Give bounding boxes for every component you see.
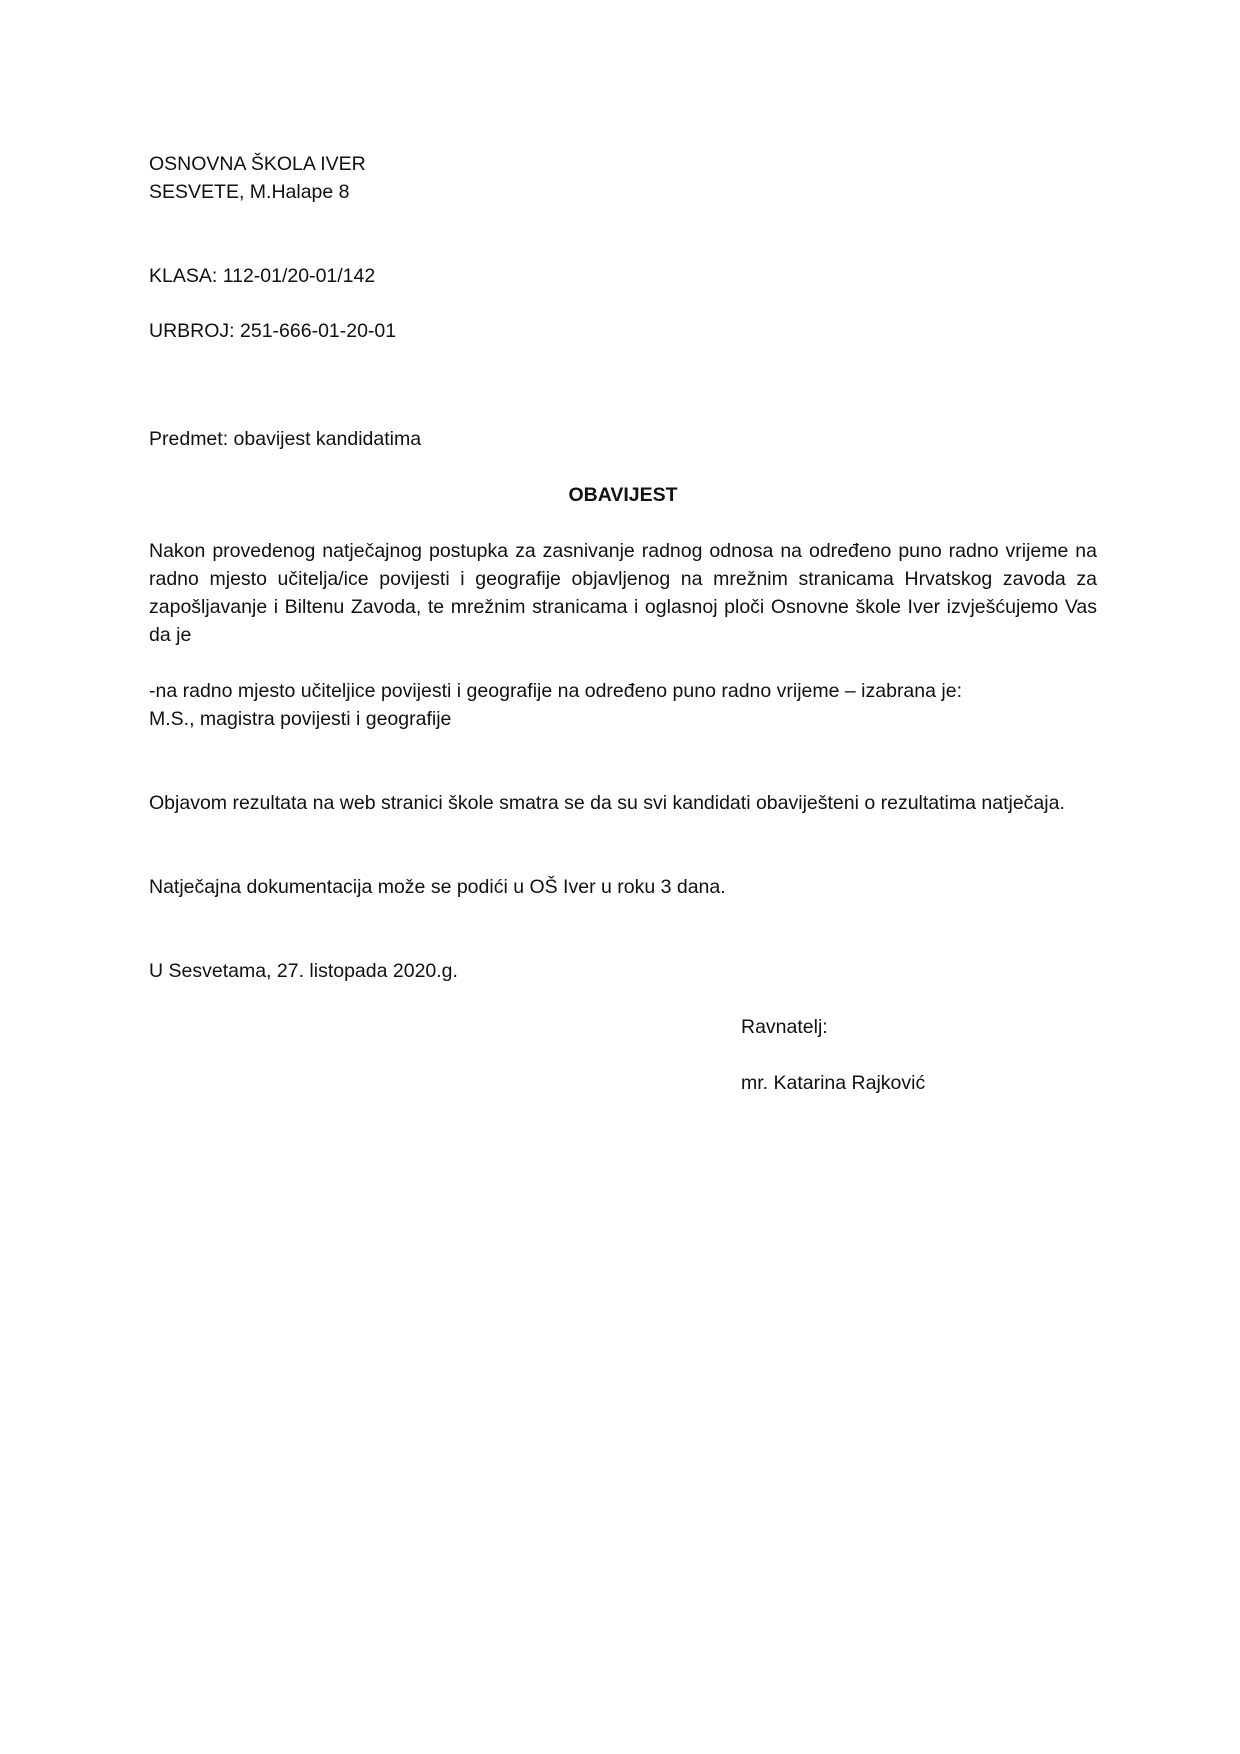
intro-paragraph: Nakon provedenog natječajnog postupka za zasnivanje radnog odnosa na određeno puno radno vrijeme na radno mjesto učitelja/ice povijesti i geografije objavljenog na mrežnim stranicama Hrvatskog zavoda za zapošljavanje i Biltenu Zavoda, te mrežnim stranicama i oglasnoj ploči Osnovne škole Iver izvješćujemo Vas da je [149,540,1097,646]
document-title: OBAVIJEST [568,484,678,506]
urbroj-reference: URBROJ: 251-666-01-20-01 [149,320,397,342]
signature-title: Ravnatelj: [741,1016,828,1038]
place-date: U Sesvetama, 27. listopada 2020.g. [149,960,458,982]
subject-line: Predmet: obavijest kandidatima [149,428,422,450]
signature-name: mr. Katarina Rajković [741,1072,926,1094]
selection-paragraph [149,677,1097,733]
selection-position-line: -na radno mjesto učiteljice povijesti i geografije na određeno puno radno vrijeme – izabrana je: [149,680,962,702]
school-address: SESVETE, M.Halape 8 [149,181,350,203]
school-name: OSNOVNA ŠKOLA IVER [149,153,366,175]
selected-candidate-line: M.S., magistra povijesti i geografije [149,708,452,730]
documentation-paragraph: Natječajna dokumentacija može se podići u OŠ Iver u roku 3 dana. [149,876,726,898]
klasa-reference: KLASA: 112-01/20-01/142 [149,265,376,287]
publication-paragraph: Objavom rezultata na web stranici škole smatra se da su svi kandidati obaviješteni o rezultatima natječaja. [149,792,1065,814]
